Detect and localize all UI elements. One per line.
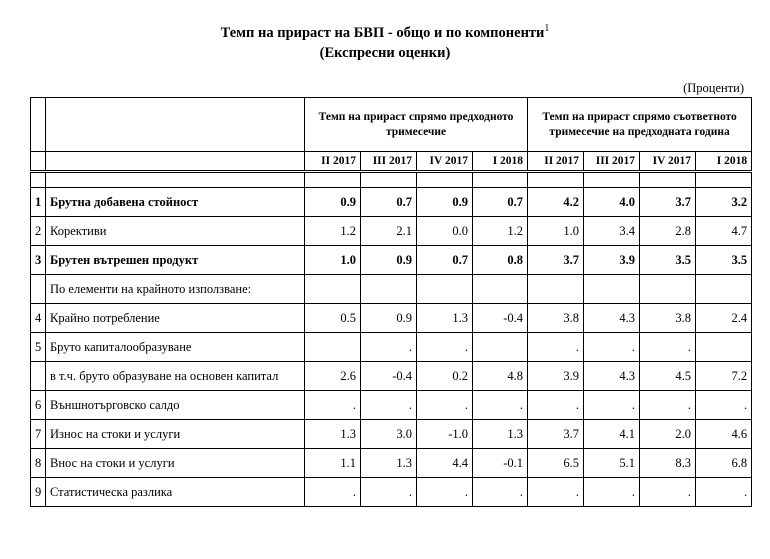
page-subtitle: (Експресни оценки): [319, 45, 451, 61]
value-cell: 0.7: [417, 246, 473, 275]
row-index: 4: [31, 304, 46, 333]
value-cell: [528, 275, 584, 304]
value-cell: 3.8: [528, 304, 584, 333]
value-cell: 4.3: [584, 362, 640, 391]
row-index: 8: [31, 449, 46, 478]
value-cell: 1.1: [305, 449, 361, 478]
value-cell: 3.9: [528, 362, 584, 391]
value-cell: 1.3: [473, 420, 528, 449]
value-cell: .: [417, 478, 473, 507]
value-cell: .: [640, 333, 696, 362]
table-row: [31, 188, 752, 217]
header-corner-index: [31, 98, 46, 152]
value-cell: 6.8: [696, 449, 752, 478]
value-cell: .: [361, 333, 417, 362]
period-header: IV 2017: [640, 152, 696, 172]
value-cell: 2.8: [640, 217, 696, 246]
row-label: Брутен вътрешен продукт: [46, 246, 305, 275]
value-cell: 2.4: [696, 304, 752, 333]
value-cell: -1.0: [417, 420, 473, 449]
value-cell: 1.2: [473, 217, 528, 246]
gdp-table: [30, 97, 752, 507]
value-cell: 2.6: [305, 362, 361, 391]
footnote-mark: 1: [544, 23, 550, 35]
period-corner-index: [31, 152, 46, 172]
row-label: Корективи: [46, 217, 305, 246]
value-cell: 3.5: [696, 246, 752, 275]
period-corner-label: [46, 152, 305, 172]
row-label: Външнотърговско салдо: [46, 391, 305, 420]
value-cell: 4.1: [584, 420, 640, 449]
value-cell: -0.4: [473, 304, 528, 333]
value-cell: 6.5: [528, 449, 584, 478]
value-cell: 4.3: [584, 304, 640, 333]
row-label: в т.ч. бруто образуване на основен капитал: [46, 362, 305, 391]
value-cell: .: [305, 391, 361, 420]
table-row: [31, 275, 752, 304]
value-cell: 4.5: [640, 362, 696, 391]
value-cell: 3.9: [584, 246, 640, 275]
value-cell: 2.1: [361, 217, 417, 246]
value-cell: .: [640, 478, 696, 507]
value-cell: 3.7: [528, 420, 584, 449]
row-index: 3: [31, 246, 46, 275]
value-cell: .: [528, 333, 584, 362]
value-cell: 4.7: [696, 217, 752, 246]
value-cell: .: [528, 391, 584, 420]
row-index: 7: [31, 420, 46, 449]
value-cell: .: [305, 478, 361, 507]
row-label: Крайно потребление: [46, 304, 305, 333]
value-cell: .: [696, 478, 752, 507]
table-row: [31, 362, 752, 391]
value-cell: 3.7: [640, 188, 696, 217]
table-body: [31, 188, 752, 507]
value-cell: 0.5: [305, 304, 361, 333]
value-cell: 3.2: [696, 188, 752, 217]
value-cell: [584, 275, 640, 304]
value-cell: 0.7: [361, 188, 417, 217]
table-row: [31, 478, 752, 507]
value-cell: 0.0: [417, 217, 473, 246]
value-cell: .: [584, 478, 640, 507]
table-row: [31, 333, 752, 362]
row-index: 1: [31, 188, 46, 217]
value-cell: .: [584, 333, 640, 362]
row-index: 5: [31, 333, 46, 362]
value-cell: .: [361, 391, 417, 420]
period-header: II 2017: [528, 152, 584, 172]
header-corner-label: [46, 98, 305, 152]
value-cell: 5.1: [584, 449, 640, 478]
period-header: III 2017: [584, 152, 640, 172]
table-row: [31, 304, 752, 333]
title-line1: Темп на прираст на БВП - общо и по компоненти: [220, 25, 545, 41]
value-cell: [640, 275, 696, 304]
period-header: I 2018: [473, 152, 528, 172]
value-cell: [361, 275, 417, 304]
value-cell: 3.8: [640, 304, 696, 333]
value-cell: [305, 275, 361, 304]
value-cell: 0.7: [473, 188, 528, 217]
spacer-row: [31, 172, 752, 188]
row-index: 2: [31, 217, 46, 246]
value-cell: .: [584, 391, 640, 420]
value-cell: .: [528, 478, 584, 507]
header-group-yoy: Темп на прираст спрямо съответното тримесечие на предходната година: [528, 98, 752, 152]
value-cell: 7.2: [696, 362, 752, 391]
value-cell: 3.7: [528, 246, 584, 275]
value-cell: [305, 333, 361, 362]
value-cell: .: [417, 333, 473, 362]
table-row: [31, 420, 752, 449]
value-cell: 0.9: [361, 246, 417, 275]
value-cell: -0.1: [473, 449, 528, 478]
units-label: (Проценти): [683, 81, 744, 95]
value-cell: .: [473, 391, 528, 420]
value-cell: 0.9: [361, 304, 417, 333]
row-label: Внос на стоки и услуги: [46, 449, 305, 478]
value-cell: 4.2: [528, 188, 584, 217]
row-index: 9: [31, 478, 46, 507]
table-row: [31, 449, 752, 478]
value-cell: 1.3: [417, 304, 473, 333]
value-cell: -0.4: [361, 362, 417, 391]
value-cell: 4.4: [417, 449, 473, 478]
row-label: По елементи на крайното използване:: [46, 275, 305, 304]
value-cell: 0.8: [473, 246, 528, 275]
row-index: 6: [31, 391, 46, 420]
value-cell: 1.2: [305, 217, 361, 246]
value-cell: 3.4: [584, 217, 640, 246]
value-cell: .: [473, 478, 528, 507]
period-header: II 2017: [305, 152, 361, 172]
period-header: IV 2017: [417, 152, 473, 172]
value-cell: [696, 275, 752, 304]
table-row: [31, 246, 752, 275]
value-cell: [473, 275, 528, 304]
value-cell: [417, 275, 473, 304]
table-row: [31, 391, 752, 420]
value-cell: .: [696, 391, 752, 420]
value-cell: .: [417, 391, 473, 420]
value-cell: 0.2: [417, 362, 473, 391]
row-index: [31, 362, 46, 391]
value-cell: .: [640, 391, 696, 420]
value-cell: [473, 333, 528, 362]
value-cell: 1.0: [305, 246, 361, 275]
value-cell: 0.9: [417, 188, 473, 217]
table-row: [31, 217, 752, 246]
value-cell: 4.6: [696, 420, 752, 449]
period-header: III 2017: [361, 152, 417, 172]
value-cell: 0.9: [305, 188, 361, 217]
value-cell: 8.3: [640, 449, 696, 478]
value-cell: 1.3: [361, 449, 417, 478]
header-row: [31, 98, 752, 152]
page-title: [0, 25, 770, 42]
value-cell: .: [361, 478, 417, 507]
period-row: [31, 152, 752, 172]
value-cell: [696, 333, 752, 362]
row-label: Статистическа разлика: [46, 478, 305, 507]
value-cell: 2.0: [640, 420, 696, 449]
value-cell: 1.0: [528, 217, 584, 246]
period-header: I 2018: [696, 152, 752, 172]
row-label: Износ на стоки и услуги: [46, 420, 305, 449]
row-index: [31, 275, 46, 304]
header-group-qoq: Темп на прираст спрямо предходното тримесечие: [305, 98, 528, 152]
value-cell: 1.3: [305, 420, 361, 449]
value-cell: 3.5: [640, 246, 696, 275]
value-cell: 4.8: [473, 362, 528, 391]
value-cell: 3.0: [361, 420, 417, 449]
value-cell: 4.0: [584, 188, 640, 217]
row-label: Бруто капиталообразуване: [46, 333, 305, 362]
row-label: Брутна добавена стойност: [46, 188, 305, 217]
